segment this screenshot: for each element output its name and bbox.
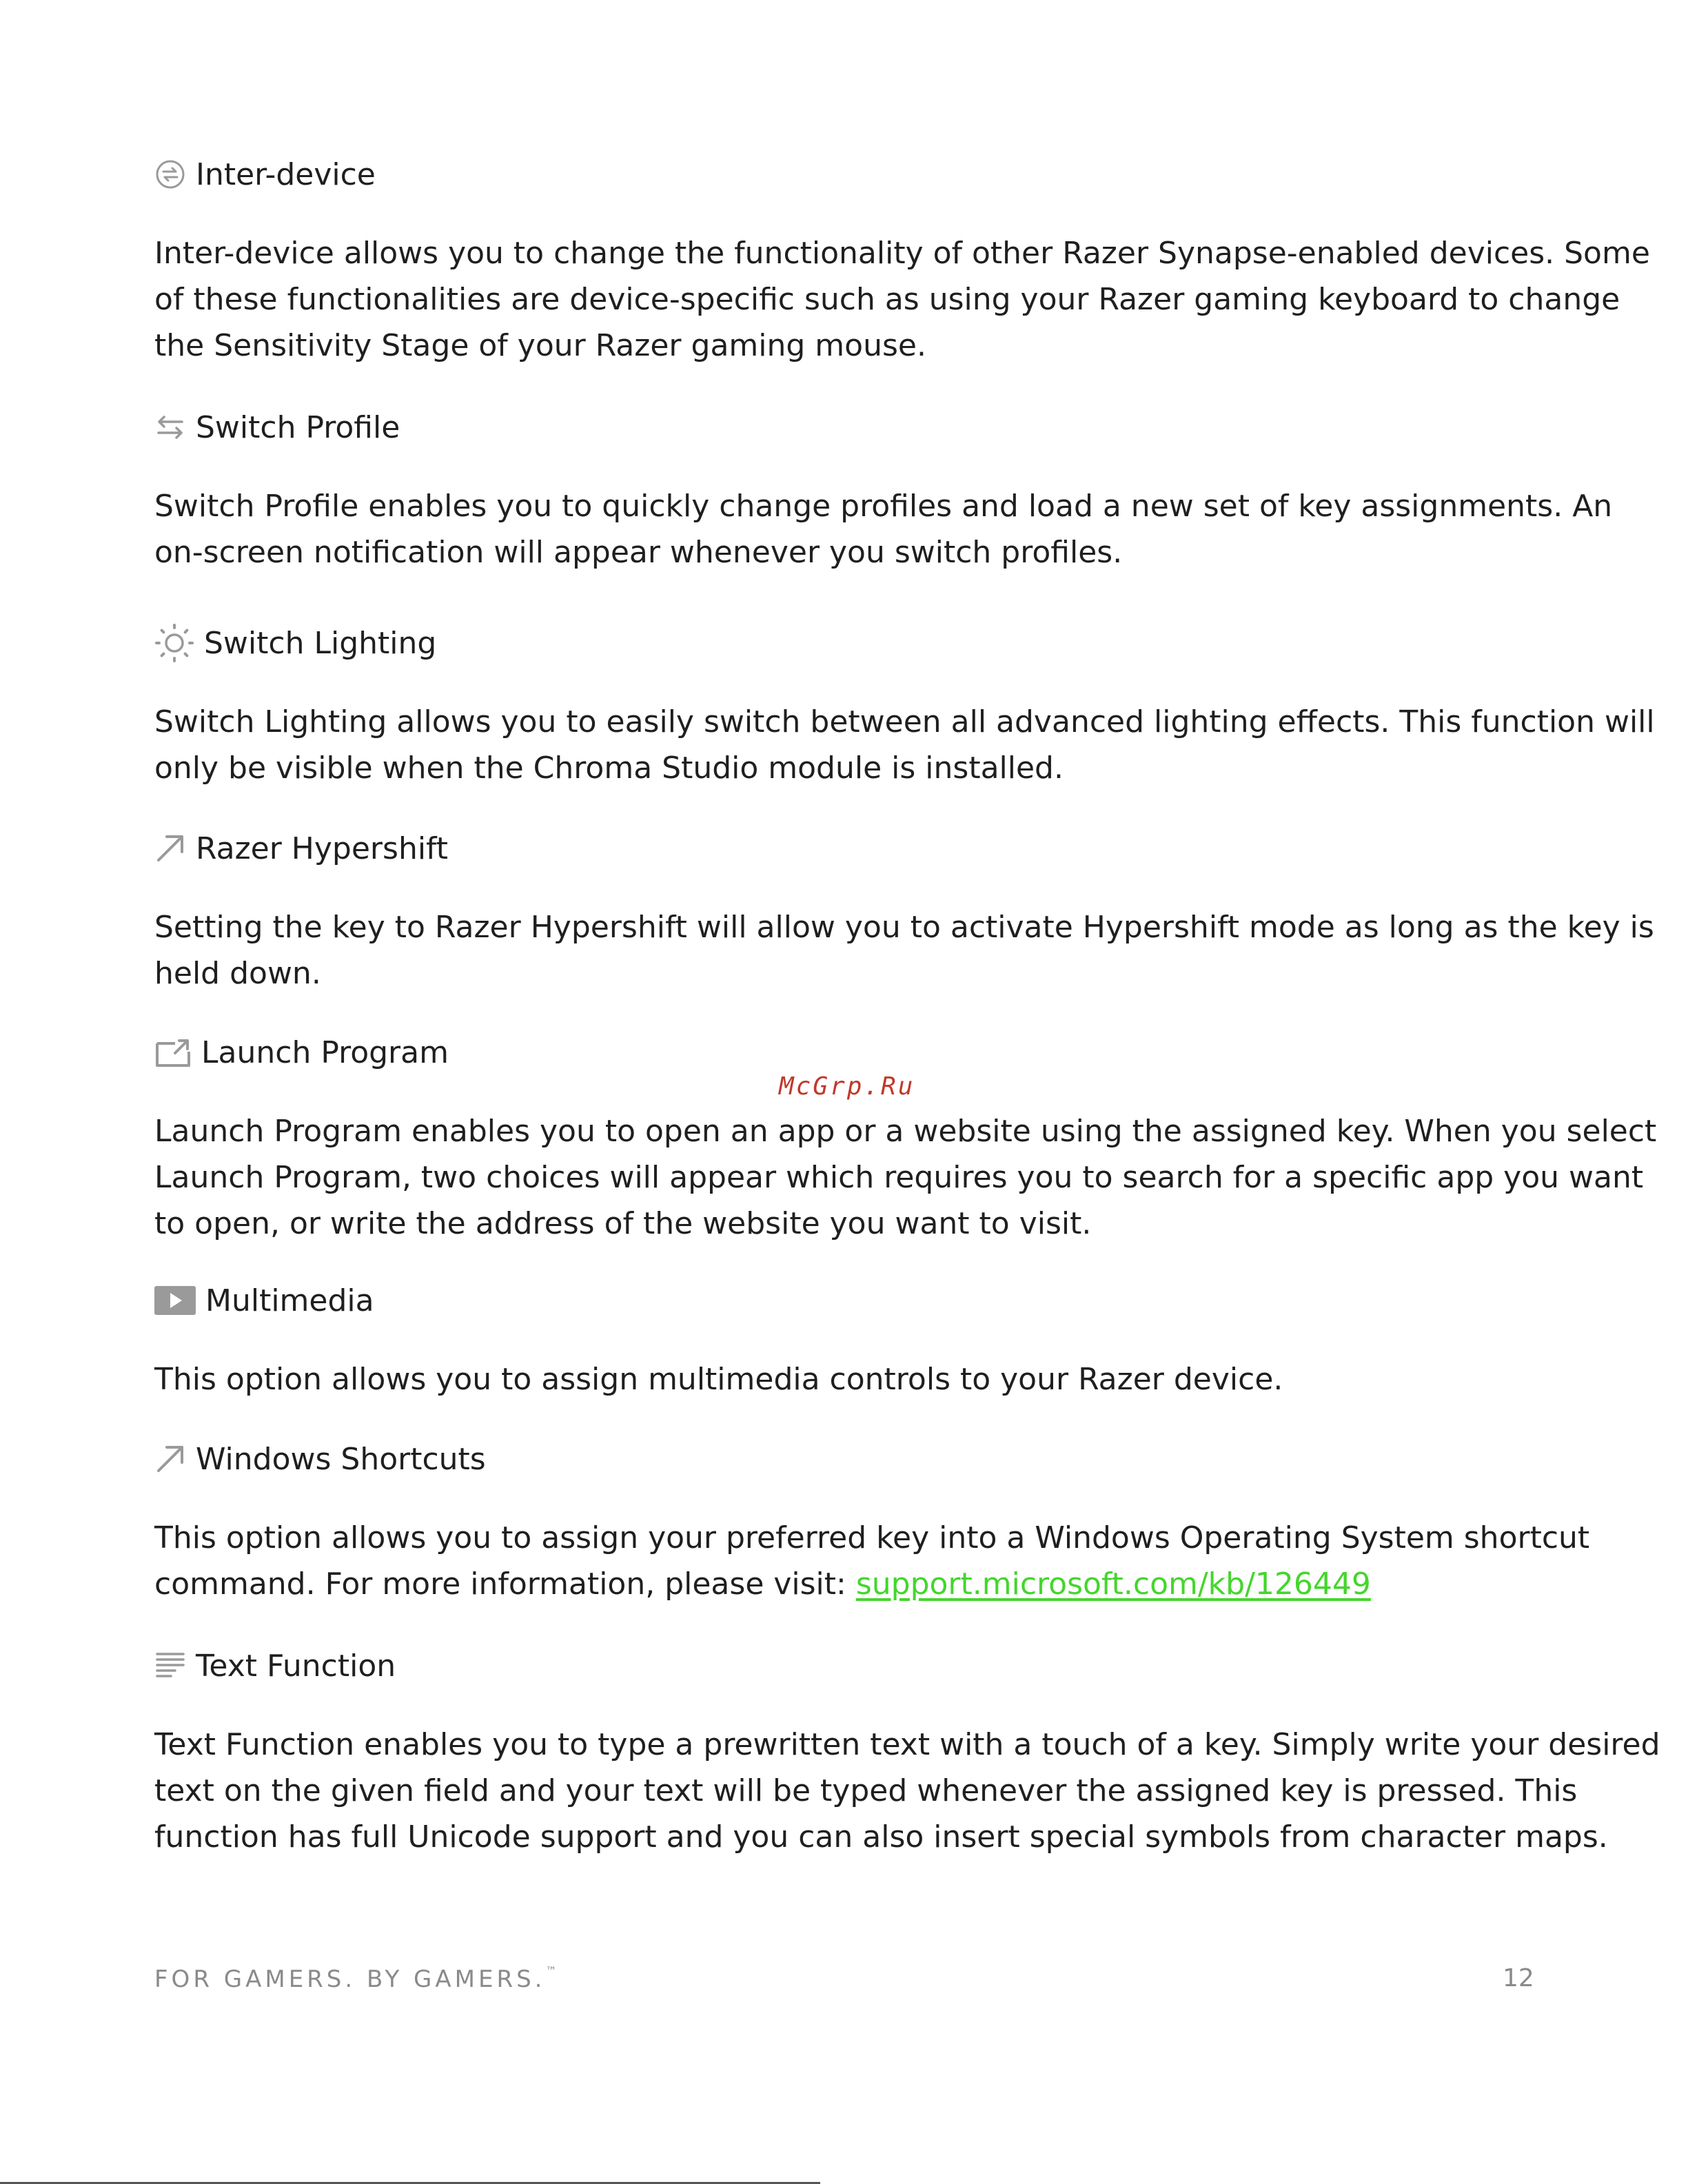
body-line: This option allows you to assign your preferred key into a Windows Operating System shortcut <box>154 1520 1590 1555</box>
section-heading <box>154 1435 1533 1483</box>
body-line: Switch Lighting allows you to easily switch between all advanced lighting effects. This function will <box>154 704 1655 739</box>
body-line: This option allows you to assign multimedia controls to your Razer device. <box>154 1362 1283 1397</box>
page-number: 12 <box>1503 1964 1534 1992</box>
section-switch-profile <box>154 403 1613 575</box>
section-title: Razer Hypershift <box>196 830 449 866</box>
tagline-text: FOR GAMERS. BY GAMERS. <box>154 1966 546 1993</box>
body-line: to open, or write the address of the website you want to visit. <box>154 1206 1092 1241</box>
footer-tagline <box>154 1964 556 1993</box>
section-title: Text Function <box>196 1648 396 1684</box>
section-inter-device <box>154 150 1650 369</box>
section-windows-shortcuts <box>154 1435 1590 1607</box>
inter-device-icon <box>154 159 186 190</box>
section-title: Switch Lighting <box>204 625 437 661</box>
body-line: only be visible when the Chroma Studio module is installed. <box>154 751 1064 786</box>
section-heading <box>154 403 1533 451</box>
section-body <box>154 230 1650 369</box>
section-body <box>154 1722 1660 1860</box>
body-line: Inter-device allows you to change the functionality of other Razer Synapse-enabled devices. Some <box>154 236 1650 271</box>
section-launch-program <box>154 1028 1657 1247</box>
section-title: Multimedia <box>205 1283 374 1318</box>
body-line: the Sensitivity Stage of your Razer gaming mouse. <box>154 328 926 363</box>
section-title: Switch Profile <box>196 409 400 445</box>
section-heading <box>154 1276 1533 1325</box>
section-heading <box>154 150 1533 198</box>
section-heading <box>154 619 1533 667</box>
switch-profile-icon <box>154 411 186 443</box>
body-line: Switch Profile enables you to quickly change profiles and load a new set of key assignments. An <box>154 489 1613 524</box>
link-prefix-text: command. For more information, please visit: <box>154 1566 856 1602</box>
windows-shortcut-arrow-icon <box>154 1443 186 1475</box>
section-title: Launch Program <box>201 1034 449 1070</box>
hypershift-arrow-icon <box>154 833 186 864</box>
section-body <box>154 1515 1590 1607</box>
section-title: Windows Shortcuts <box>196 1441 486 1477</box>
body-line: Launch Program enables you to open an app or a website using the assigned key. When you select <box>154 1114 1657 1149</box>
section-heading <box>154 1642 1533 1690</box>
body-line: held down. <box>154 956 321 991</box>
body-line: Setting the key to Razer Hypershift will allow you to activate Hypershift mode as long as the key is <box>154 910 1654 945</box>
body-line: of these functionalities are device-specific such as using your Razer gaming keyboard to change <box>154 282 1620 317</box>
text-function-icon <box>154 1650 186 1682</box>
section-body <box>154 699 1655 791</box>
microsoft-support-link[interactable]: support.microsoft.com/kb/126449 <box>855 1566 1371 1602</box>
trademark-symbol: ™ <box>545 1964 557 1977</box>
multimedia-play-icon <box>154 1285 196 1316</box>
section-title: Inter-device <box>196 156 376 192</box>
body-line: on-screen notification will appear whenever you switch profiles. <box>154 535 1123 570</box>
watermark: McGrp.Ru <box>779 1072 915 1101</box>
section-razer-hypershift <box>154 824 1654 997</box>
section-body <box>154 1108 1657 1247</box>
section-body <box>154 904 1654 997</box>
body-line: function has full Unicode support and you can also insert special symbols from character maps. <box>154 1819 1608 1855</box>
section-heading <box>154 1028 1533 1076</box>
section-body <box>154 483 1613 575</box>
body-line: text on the given field and your text will be typed whenever the assigned key is pressed. This <box>154 1773 1578 1808</box>
body-line: Launch Program, two choices will appear which requires you to search for a specific app you want <box>154 1160 1644 1195</box>
section-switch-lighting <box>154 619 1655 791</box>
section-multimedia <box>154 1276 1533 1402</box>
body-line <box>154 1561 1533 1607</box>
launch-program-icon <box>154 1037 192 1068</box>
body-line: Text Function enables you to type a prewritten text with a touch of a key. Simply write your desired <box>154 1727 1660 1762</box>
section-heading <box>154 824 1533 872</box>
section-text-function <box>154 1642 1660 1860</box>
section-body <box>154 1356 1533 1402</box>
switch-lighting-icon <box>154 623 194 663</box>
